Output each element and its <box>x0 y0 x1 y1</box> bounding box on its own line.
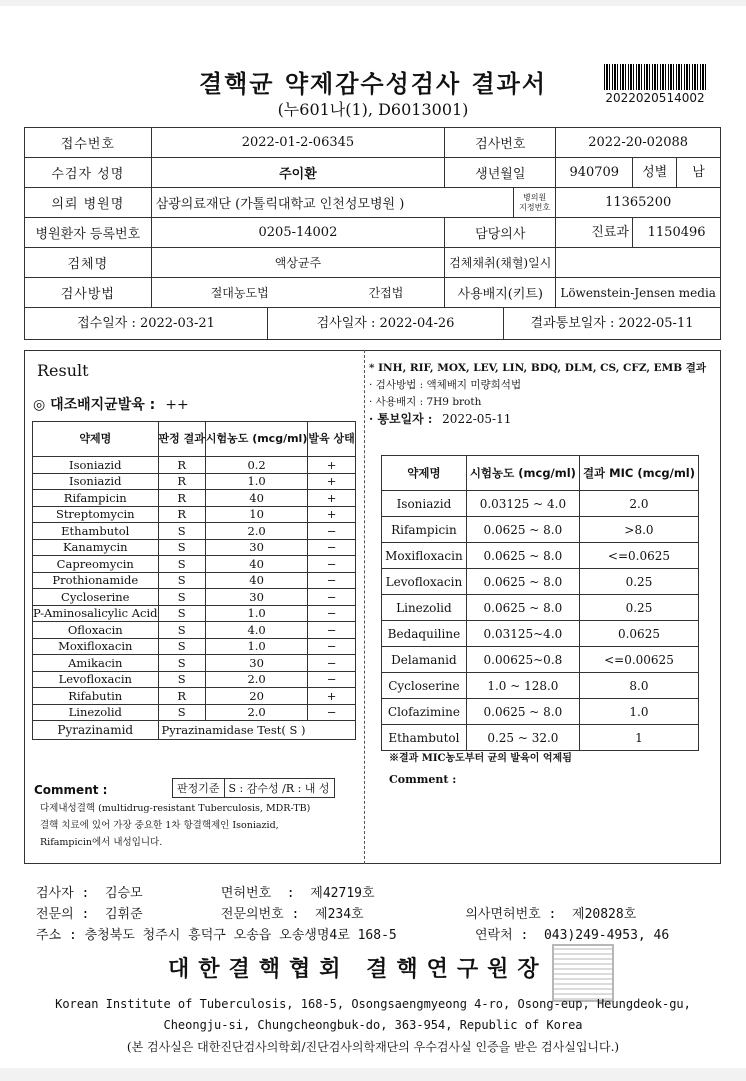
table-row <box>33 572 356 589</box>
comment-line: Rifampicin에서 내성입니다. <box>40 837 163 848</box>
drug-name: Linezolid <box>33 704 159 721</box>
mic-drug-name: Clofazimine <box>382 699 467 725</box>
judgment: S <box>158 704 205 721</box>
receipt-date: 2022-03-21 <box>139 316 215 331</box>
mic-result: 0.0625 <box>579 621 698 647</box>
drug-name: Isoniazid <box>33 473 159 490</box>
drug-name: P-Aminosalicylic Acid <box>33 606 158 621</box>
barcode-number: 2022020514002 <box>605 91 705 105</box>
doctor-label: 담당의사 <box>445 218 556 248</box>
mic-concentration: 0.0625 ~ 8.0 <box>466 699 579 725</box>
mic-result: 0.25 <box>579 569 698 595</box>
certification-note: (본 검사실은 대한진단검사의학회/진단검사의학재단의 우수검사실 인증을 받은 검사실입니다.) <box>126 1040 620 1054</box>
mic-concentration: 0.03125 ~ 4.0 <box>466 491 579 517</box>
pyrazinamid-value: Pyrazinamidase Test( S ) <box>158 721 355 740</box>
growth-status: − <box>308 589 355 606</box>
growth-status: − <box>308 671 355 688</box>
mic-concentration: 0.00625~0.8 <box>466 647 579 673</box>
reg-no: 0205-14002 <box>151 218 445 248</box>
growth-status: + <box>308 473 355 490</box>
drug-name: Isoniazid <box>33 457 159 474</box>
judgment: S <box>158 655 205 672</box>
table-row <box>33 490 356 507</box>
judgment: S <box>158 556 205 573</box>
table-row <box>382 491 699 517</box>
result-comment-text <box>40 800 360 851</box>
growth-status: − <box>308 523 355 540</box>
mic-report-date-label: · 통보일자 : <box>369 412 433 426</box>
receipt-no: 2022-01-2-06345 <box>151 128 445 158</box>
concentration: 0.2 <box>205 457 308 474</box>
specimen-label: 검체명 <box>25 248 152 278</box>
mic-concentration: 0.25 ~ 32.0 <box>466 725 579 751</box>
collect-date-label: 검체채취(채혈)일시 <box>445 248 556 278</box>
patient-name-label: 수검자 성명 <box>25 158 152 188</box>
comment-line: 결핵 치료에 있어 가장 중요한 1차 항결핵제인 Isoniazid, <box>40 820 279 831</box>
patient-name: 주이환 <box>151 158 445 188</box>
concentration: 40 <box>205 556 308 573</box>
report-date-label: 결과통보일자 : <box>530 316 615 331</box>
drug-name: Cycloserine <box>33 589 159 606</box>
mic-drug-name: Bedaquiline <box>382 621 467 647</box>
mic-note-drugs: * INH, RIF, MOX, LEV, LIN, BDQ, DLM, CS, CFZ, EMB 결과 <box>369 362 707 374</box>
hospital-code-label-2: 지정번호 <box>519 202 551 212</box>
growth-status: − <box>308 622 355 639</box>
mic-drug-name: Linezolid <box>382 595 467 621</box>
mic-drug-name: Levofloxacin <box>382 569 467 595</box>
col-judgment: 판정 결과 <box>158 422 205 457</box>
report-subtitle: (누601나(1), D6013001) <box>277 100 469 119</box>
growth-status: + <box>308 457 355 474</box>
table-row <box>382 621 699 647</box>
concentration: 2.0 <box>205 704 308 721</box>
control-growth <box>33 394 189 414</box>
dept-code: 1150496 <box>633 218 721 248</box>
table-row <box>33 704 356 721</box>
table-row <box>33 523 356 540</box>
hospital-code: 11365200 <box>556 188 721 218</box>
drug-name: Amikacin <box>33 655 159 672</box>
drug-name: Kanamycin <box>33 539 159 556</box>
table-row <box>33 506 356 523</box>
test-date-label: 검사일자 : <box>316 316 376 331</box>
growth-status: − <box>308 655 355 672</box>
mic-result: 1.0 <box>579 699 698 725</box>
concentration: 40 <box>205 572 308 589</box>
concentration: 30 <box>205 539 308 556</box>
test-date: 2022-04-26 <box>379 316 455 331</box>
judgment: R <box>158 688 205 705</box>
footer-tester: 검사자 : 김승모 면허번호 : 제42719호 <box>36 886 375 901</box>
table-row <box>382 725 699 751</box>
test-no: 2022-20-02088 <box>556 128 721 158</box>
result-title: Result <box>37 361 89 380</box>
judgment: S <box>158 605 205 622</box>
judgment: R <box>158 490 205 507</box>
judgment: S <box>158 622 205 639</box>
drug-name: Rifabutin <box>33 688 159 705</box>
receipt-no-label: 접수번호 <box>25 128 152 158</box>
report-date: 2022-05-11 <box>618 316 694 331</box>
barcode-image <box>604 64 706 90</box>
table-row <box>382 595 699 621</box>
sex-label: 성별 <box>633 158 677 187</box>
concentration: 20 <box>205 688 308 705</box>
panel-divider <box>364 350 365 864</box>
mic-notes <box>369 360 706 428</box>
mic-drug-name: Delamanid <box>382 647 467 673</box>
table-row <box>33 473 356 490</box>
col-concentration: 시험농도 (mcg/ml) <box>205 422 308 457</box>
table-row <box>33 688 356 705</box>
control-growth-label: ◎ 대조배지균발육 : <box>33 397 156 413</box>
mic-footnote: ※결과 MIC농도부터 균의 발육이 억제됨 <box>389 753 572 764</box>
judgment: S <box>158 671 205 688</box>
mic-result: <=0.00625 <box>579 647 698 673</box>
table-row <box>33 556 356 573</box>
table-row <box>33 605 356 622</box>
concentration: 30 <box>205 589 308 606</box>
table-row <box>33 622 356 639</box>
media-label: 사용배지(키트) <box>445 278 556 308</box>
growth-status: − <box>308 605 355 622</box>
concentration: 40 <box>205 490 308 507</box>
mic-concentration: 0.0625 ~ 8.0 <box>466 517 579 543</box>
drug-name: Ethambutol <box>33 523 159 540</box>
concentration: 1.0 <box>205 638 308 655</box>
concentration: 30 <box>205 655 308 672</box>
official-seal-stamp <box>552 944 614 1002</box>
growth-status: − <box>308 539 355 556</box>
growth-status: − <box>308 556 355 573</box>
mic-drug-name: Rifampicin <box>382 517 467 543</box>
judgment: S <box>158 638 205 655</box>
table-row <box>33 457 356 474</box>
growth-status: − <box>308 572 355 589</box>
method-label: 검사방법 <box>25 278 152 308</box>
table-row <box>33 638 356 655</box>
growth-status: + <box>308 688 355 705</box>
drug-name: Rifampicin <box>33 490 159 507</box>
table-row <box>382 673 699 699</box>
footer-specialist: 전문의 : 김휘준 전문의번호 : 제234호 의사면허번호 : 제20828호 <box>36 907 637 922</box>
test-no-label: 검사번호 <box>445 128 556 158</box>
table-row <box>33 589 356 606</box>
mic-col-concentration: 시험농도 (mcg/ml) <box>466 456 579 491</box>
sex-value: 남 <box>692 165 705 180</box>
dept-label: 진료과 <box>591 225 629 240</box>
table-row <box>382 647 699 673</box>
comment-line: 다제내성결핵 (multidrug-resistant Tuberculosis, MDR-TB) <box>40 803 311 814</box>
mic-drug-name: Ethambutol <box>382 725 467 751</box>
address-en-1: Korean Institute of Tuberculosis, 168-5, Osongsaengmyeong 4-ro, Osong-eup, Heungdeok-gu, <box>55 997 691 1011</box>
footer-address: 주소 : 충청북도 청주시 흥덕구 오송읍 오송생명4로 168-5 연락처 : 043)249-4953, 46 <box>36 928 670 943</box>
judgment: S <box>158 572 205 589</box>
growth-status: + <box>308 506 355 523</box>
mic-concentration: 0.0625 ~ 8.0 <box>466 595 579 621</box>
judgment: R <box>158 473 205 490</box>
judgment: R <box>158 506 205 523</box>
table-row <box>382 543 699 569</box>
concentration: 2.0 <box>205 523 308 540</box>
concentration: 2.0 <box>205 671 308 688</box>
table-row <box>382 569 699 595</box>
pyrazinamid-label: Pyrazinamid <box>33 721 159 740</box>
mic-result: 2.0 <box>579 491 698 517</box>
judgment: R <box>158 457 205 474</box>
mic-drug-name: Cycloserine <box>382 673 467 699</box>
concentration: 4.0 <box>205 622 308 639</box>
drug-name: Capreomycin <box>33 556 159 573</box>
mic-note-method: · 검사방법 : 액체배지 미량희석법 <box>369 379 522 391</box>
mic-concentration: 1.0 ~ 128.0 <box>466 673 579 699</box>
collect-date <box>556 248 721 278</box>
mic-drug-name: Moxifloxacin <box>382 543 467 569</box>
mic-result: <=0.0625 <box>579 543 698 569</box>
patient-info-table <box>24 127 721 340</box>
reg-no-label: 병원환자 등록번호 <box>25 218 152 248</box>
mic-result: >8.0 <box>579 517 698 543</box>
mic-concentration: 0.03125~4.0 <box>466 621 579 647</box>
criteria-value: S : 감수성 /R : 내 성 <box>225 778 335 798</box>
concentration: 1.0 <box>205 605 308 622</box>
table-row <box>33 671 356 688</box>
mic-comment-label: Comment : <box>389 773 457 786</box>
table-row <box>382 517 699 543</box>
growth-status: − <box>308 704 355 721</box>
method-1: 절대농도법 <box>151 278 328 308</box>
mic-result: 1 <box>579 725 698 751</box>
concentration: 10 <box>205 506 308 523</box>
criteria-label: 판정기준 <box>172 778 225 798</box>
col-growth: 발육 상태 <box>308 422 355 457</box>
mic-table <box>381 455 699 751</box>
doctor-name <box>556 218 588 247</box>
media-name: Löwenstein-Jensen media <box>556 278 721 308</box>
col-drug-name: 약제명 <box>33 422 159 457</box>
drug-name: Levofloxacin <box>33 671 159 688</box>
judgment: S <box>158 589 205 606</box>
mic-col-drug: 약제명 <box>382 456 467 491</box>
receipt-date-label: 접수일자 : <box>77 316 136 331</box>
mic-drug-name: Isoniazid <box>382 491 467 517</box>
drug-name: Ofloxacin <box>33 622 159 639</box>
mic-concentration: 0.0625 ~ 8.0 <box>466 543 579 569</box>
growth-status: − <box>308 638 355 655</box>
concentration: 1.0 <box>205 473 308 490</box>
birth-label: 생년월일 <box>445 158 556 188</box>
result-comment-label: Comment : <box>34 783 108 797</box>
growth-status: + <box>308 490 355 507</box>
criteria-box <box>172 778 335 798</box>
mic-col-result: 결과 MIC (mcg/ml) <box>579 456 698 491</box>
drug-name: Moxifloxacin <box>33 638 159 655</box>
hospital-label: 의뢰 병원명 <box>25 188 152 218</box>
drug-name: Prothionamide <box>33 572 159 589</box>
hospital-name: 삼광의료재단 (가톨릭대학교 인천성모병원 ) <box>151 188 513 218</box>
mic-note-media: · 사용배지 : 7H9 broth <box>369 396 482 408</box>
mic-concentration: 0.0625 ~ 8.0 <box>466 569 579 595</box>
table-row <box>33 655 356 672</box>
drug-susceptibility-table <box>32 421 356 740</box>
address-en-2: Cheongju-si, Chungcheongbuk-do, 363-954, Republic of Korea <box>163 1018 583 1032</box>
drug-name: Streptomycin <box>33 506 159 523</box>
birth-date: 940709 <box>556 158 633 188</box>
table-row <box>33 539 356 556</box>
mic-report-date: 2022-05-11 <box>442 412 512 426</box>
judgment: S <box>158 523 205 540</box>
mic-result: 8.0 <box>579 673 698 699</box>
specimen-name: 액상균주 <box>151 248 445 278</box>
report-title: 결핵균 약제감수성검사 결과서 <box>198 69 548 98</box>
organization-name: 대한결핵협회 결핵연구원장 <box>168 956 548 982</box>
control-growth-value: ++ <box>165 397 189 413</box>
mic-result: 0.25 <box>579 595 698 621</box>
method-2: 간접법 <box>328 278 445 308</box>
table-row <box>382 699 699 725</box>
judgment: S <box>158 539 205 556</box>
hospital-code-label-1: 병의원 <box>523 192 547 202</box>
